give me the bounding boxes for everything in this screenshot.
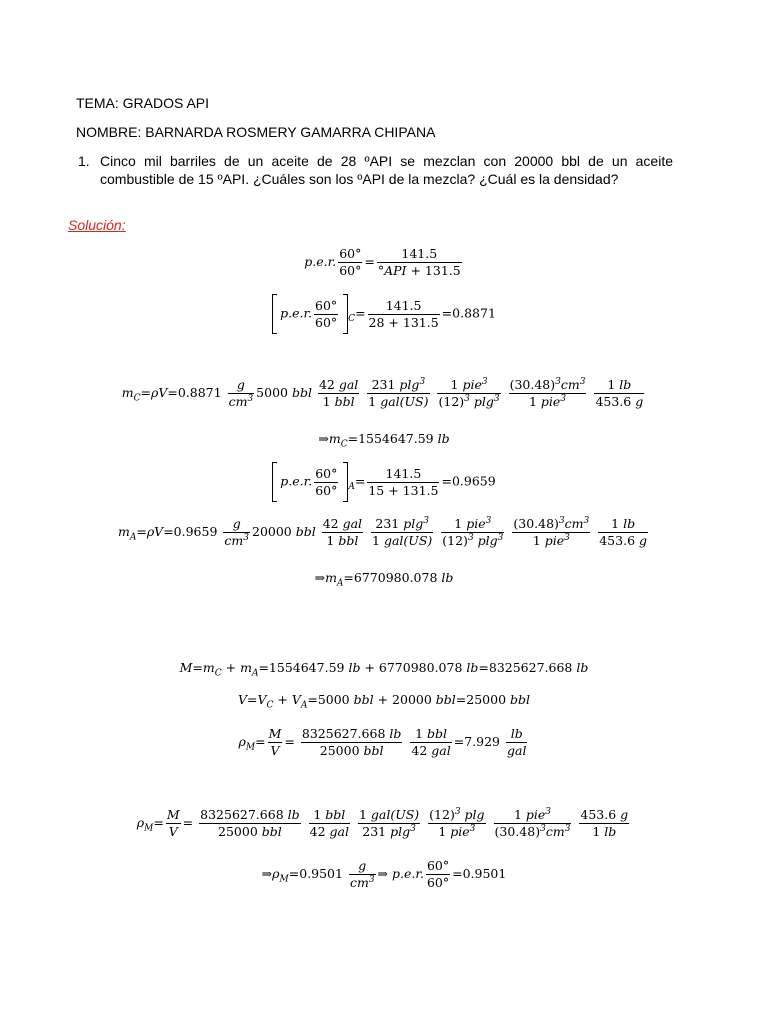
topic-title: TEMA: GRADOS API <box>76 95 210 111</box>
equation-density-g-cm3: $\rho_M=$ $\frac{M}{V}$ = $\frac{8325627.668 lb}{\text{25000 bbl}}$ $\frac{\text{1 bbl}}{\text{42 gal}}$ $\frac{\text{1 gal(US)}}{231 plg^3}$ $\frac{(12)^3 plg}{1 pie^3}$ $\frac{1 pie^3}{(30.48)^3cm^3}$ $\frac{453.6 g}{1 lb}$ <box>136 806 629 839</box>
equation-per-crude: p.e.r. $\frac{60^\circ}{60^\circ}$ $_C$= $\frac{141.5}{28 + 131.5}$ =0.8871 <box>0 294 768 334</box>
mass-crude-value: 1554647.59 <box>268 660 345 675</box>
result-mass-crude: $\Rightarrow m_C=1554647.59$ lb <box>318 431 450 450</box>
result-mass-fuel: $\Rightarrow m_A=6770980.078$ lb <box>314 570 454 589</box>
total-volume-value: 25000 <box>218 824 258 839</box>
per-fuel-value: 0.9659 <box>451 473 496 489</box>
equation-per-fuel: p.e.r. $\frac{60^\circ}{60^\circ}$ $_A$= $\frac{141.5}{15 + 131.5}$ =0.9659 <box>0 462 768 502</box>
mass-fuel-value: 6770980.078 <box>353 570 438 585</box>
equation-density-lb-gal: $\rho_M=$ $\frac{M}{V}$ = $\frac{8325627.668 lb}{\text{25000 bbl}}$ $\frac{\text{1 bbl}}{\text{42 gal}}$ =7.929 $\frac{lb}{\text{gal}}$ <box>238 726 527 758</box>
density-lb-gal-value: 7.929 <box>464 734 500 749</box>
per-mix-value: 0.9501 <box>462 866 507 881</box>
equation-mass-fuel: $m_A=\rho V=0.9659$ $\frac{g}{cm^3}$ 20000 bbl $\frac{\text{42 gal}}{\text{1 bbl}}$ $\frac{231 plg^3}{\text{1 gal(US)}}$ $\frac{1 pie^3}{(12)^3 plg^3}$ $\frac{(30.48)^3cm^3}{1 pie^3}$ $\frac{1 lb}{453.6 g}$ <box>117 515 648 548</box>
density-g-cm3-value: 0.9501 <box>299 866 343 881</box>
author-name: NOMBRE: BARNARDA ROSMERY GAMARRA CHIPANA <box>76 124 436 140</box>
per-crude-value: 0.8871 <box>452 305 496 321</box>
equation-total-volume: $V=V_C + V_A=5000$ bbl + 20000 bbl=25000 bbl <box>237 692 531 711</box>
mass-fuel-value: 6770980.078 <box>378 660 463 675</box>
total-mass-value: 8325627.668 <box>200 807 284 822</box>
equation-total-mass: $M=m_C + m_A=1554647.59$ lb + 6770980.078 lb=8325627.668 lb <box>179 660 589 679</box>
equation-api-definition: p.e.r. $\frac{60^\circ}{60^\circ}$ = $\frac{141.5}{\text{°API + 131.5}}$ <box>304 246 461 278</box>
mass-crude-value: 1554647.59 <box>358 431 434 446</box>
problem-statement <box>78 152 673 188</box>
problem-text: Cinco mil barriles de un aceite de 28 ºAPI se mezclan con 20000 bbl de un aceite combustible de 15 ºAPI. ¿Cuáles son los ºAPI de la mezcla? ¿Cuál es la densidad? <box>100 153 673 187</box>
equation-mass-crude: $m_C=\rho V=0.8871$ $\frac{g}{cm^3}$ 5000 bbl $\frac{\text{42 gal}}{\text{1 bbl}}$ $\frac{231 plg^3}{\text{1 gal(US)}}$ $\frac{1 pie^3}{(12)^3 plg^3}$ $\frac{(30.48)^3cm^3}{1 pie^3}$ $\frac{1 lb}{453.6 g}$ <box>121 376 644 409</box>
total-mass-value: 8325627.668 <box>301 726 386 741</box>
per-fuel-value: 0.9659 <box>173 524 218 539</box>
volume-crude-value: 5000 <box>256 385 288 400</box>
volume-crude-value: 5000 <box>317 692 350 707</box>
total-volume-value: 25000 <box>319 743 360 758</box>
problem-number: 1. <box>78 153 90 169</box>
total-mass-value: 8325627.668 <box>488 660 573 675</box>
per-crude-value: 0.8871 <box>177 385 222 400</box>
volume-fuel-value: 20000 <box>252 524 292 539</box>
solution-label: Solución: <box>68 217 126 233</box>
result-density-specific-gravity: $\Rightarrow\rho_M=0.9501$ $\frac{g}{cm^3}$ ⇒ p.e.r. $\frac{60^\circ}{60^\circ}$ =0.9501 <box>261 858 507 890</box>
total-volume-value: 25000 <box>466 692 507 707</box>
volume-fuel-value: 20000 <box>392 692 432 707</box>
